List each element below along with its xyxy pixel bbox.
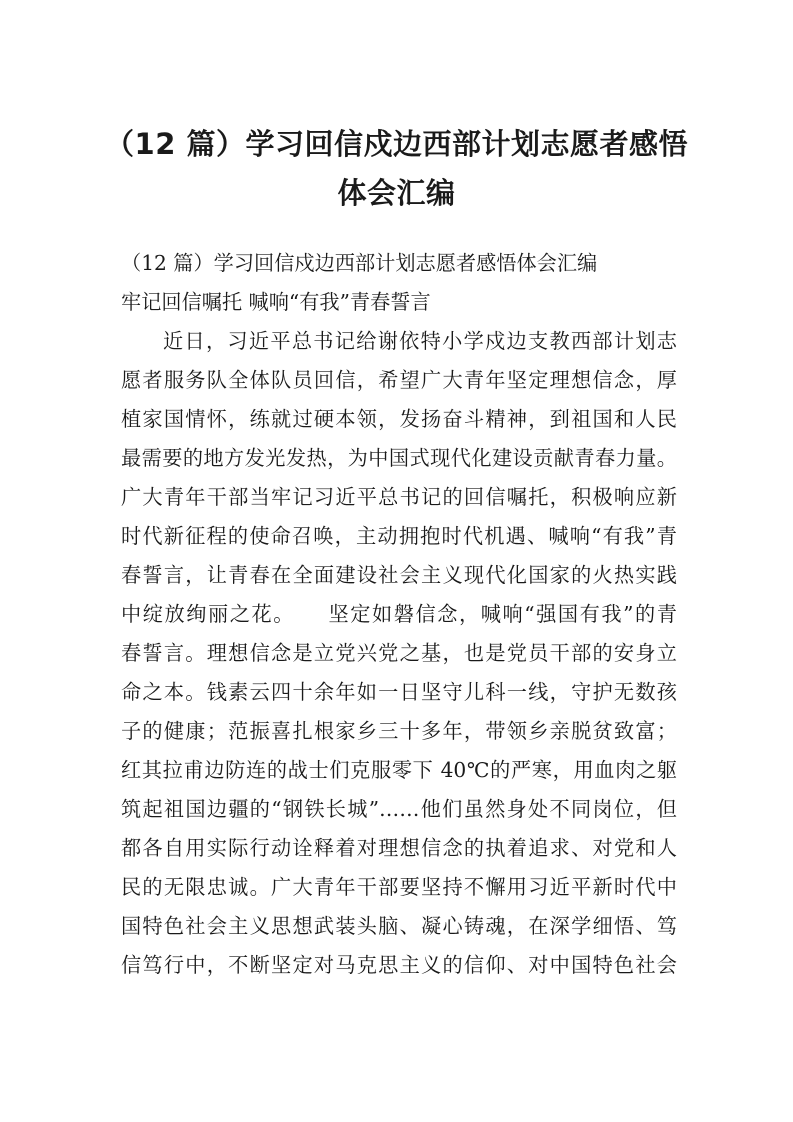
paragraph-line: 广大青年干部当牢记习近平总书记的回信嘱托，积极响应新 xyxy=(121,485,677,509)
paragraph-line: 筑起祖国边疆的“钢铁长城”……他们虽然身处不同岗位，但 xyxy=(121,797,677,821)
subtitle-line: （12 篇）学习回信戍边西部计划志愿者感悟体会汇编 xyxy=(121,251,598,275)
paragraph-line: 春誓言。理想信念是立党兴党之基，也是党员干部的安身立 xyxy=(121,641,677,665)
paragraph-line: 愿者服务队全体队员回信，希望广大青年坚定理想信念，厚 xyxy=(121,368,677,392)
paragraph-line: 中绽放绚丽之花。 坚定如磐信念，喊响“强国有我”的青 xyxy=(121,602,677,626)
document-title xyxy=(100,120,693,218)
paragraph-line: 植家国情怀，练就过硬本领，发扬奋斗精神，到祖国和人民 xyxy=(121,407,677,431)
paragraph-line: 近日，习近平总书记给谢依特小学戍边支教西部计划志 xyxy=(163,329,677,353)
paragraph-line: 民的无限忠诚。广大青年干部要坚持不懈用习近平新时代中 xyxy=(121,875,677,899)
paragraph-line: 信笃行中，不断坚定对马克思主义的信仰、对中国特色社会 xyxy=(121,953,677,977)
paragraph-line: 最需要的地方发光发热，为中国式现代化建设贡献青春力量。 xyxy=(121,446,677,470)
document-body xyxy=(121,244,677,985)
paragraph-line: 命之本。钱素云四十余年如一日坚守儿科一线，守护无数孩 xyxy=(121,680,677,704)
paragraph-line: 都各自用实际行动诠释着对理想信念的执着追求、对党和人 xyxy=(121,836,677,860)
title-line-1: （12 篇）学习回信戍边西部计划志愿者感悟 xyxy=(105,127,688,161)
section-heading: 牢记回信嘱托 喊响“有我”青春誓言 xyxy=(121,290,431,314)
paragraph-line: 红其拉甫边防连的战士们克服零下 40℃的严寒，用血肉之躯 xyxy=(121,758,677,782)
paragraph-line: 子的健康；范振喜扎根家乡三十多年，带领乡亲脱贫致富； xyxy=(121,719,677,743)
paragraph-line: 国特色社会主义思想武装头脑、凝心铸魂，在深学细悟、笃 xyxy=(121,914,677,938)
title-line-2: 体会汇编 xyxy=(337,176,456,210)
paragraph-line: 春誓言，让青春在全面建设社会主义现代化国家的火热实践 xyxy=(121,563,677,587)
paragraph-line: 时代新征程的使命召唤，主动拥抱时代机遇、喊响“有我”青 xyxy=(121,524,677,548)
